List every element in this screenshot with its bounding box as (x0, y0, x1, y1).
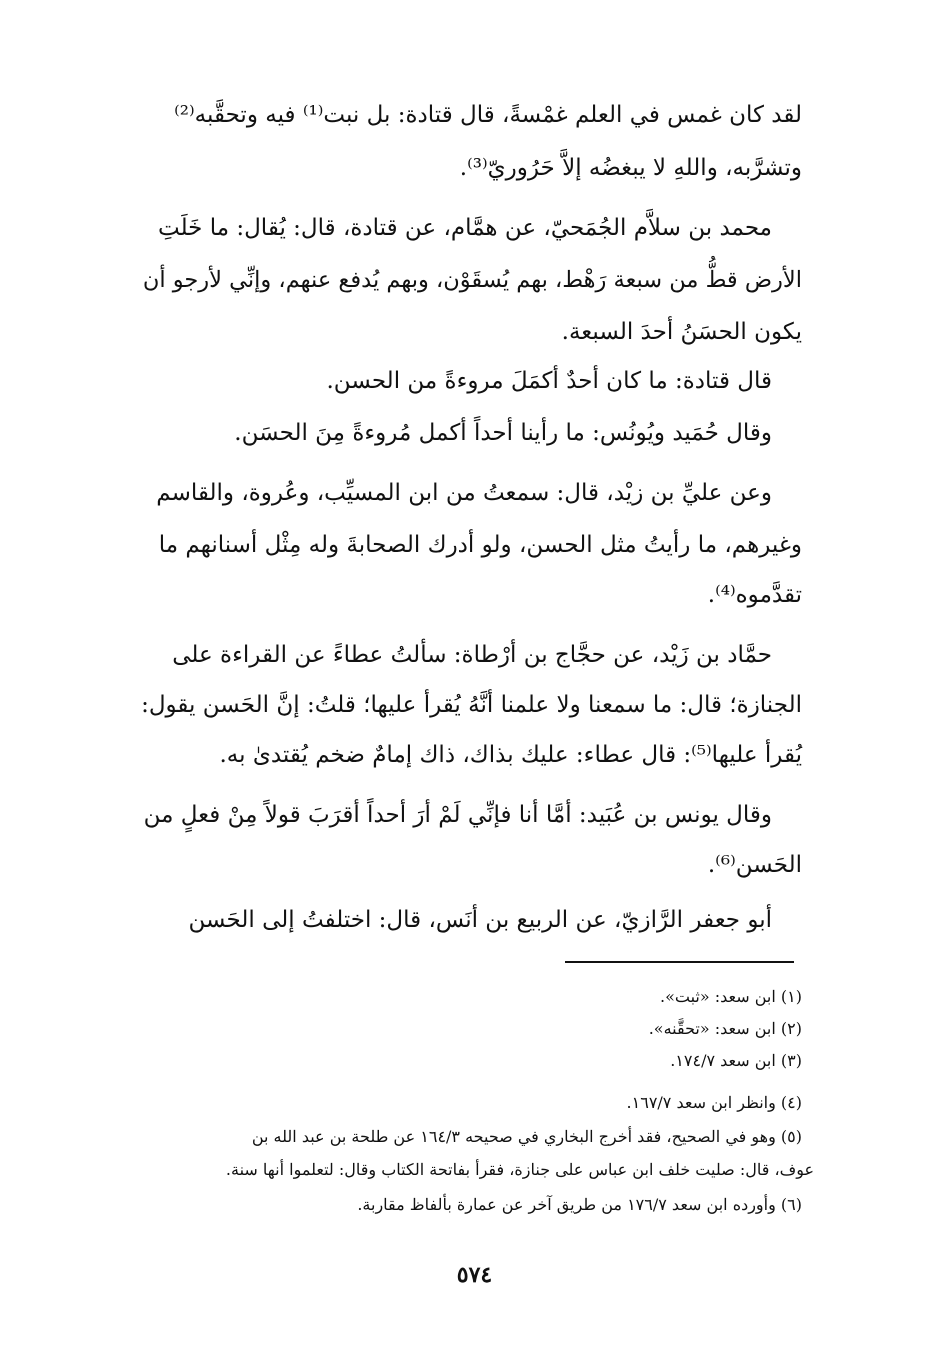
text-line: قال قتادة: ما كان أحدٌ أكمَلَ مروءةً من الحسن. (326, 368, 772, 394)
text-line: حمَّاد بن زَيْد، عن حجَّاج بن أرْطاة: سألتُ عطاءً عن القراءة على (172, 642, 772, 668)
text-line: يكون الحسَنُ أحدَ السبعة. (561, 319, 802, 345)
footnote: (٢) ابن سعد: «تحقَّنه». (648, 1019, 802, 1038)
text-line: وغيرهم، ما رأيتُ مثل الحسن، ولو أدرك الصحابةَ وله مِثْل أسنانهم ما (158, 532, 802, 558)
text-line: لقد كان غمس في العلم غمْسةً، قال قتادة: بل نبت⁽¹⁾ فيه وتحقَّبه⁽²⁾ (174, 102, 802, 128)
footnote: عوف، قال: صليت خلف ابن عباس على جنازة، فقرأ بفاتحة الكتاب وقال: لتعلموا أنها سنة. (225, 1160, 814, 1179)
text-line: الجنازة؛ قال: ما سمعنا ولا علمنا أنَّهُ يُقرأ عليها؛ قلتُ: إنَّ الحَسن يقول: (141, 692, 802, 718)
footnote: (٣) ابن سعد ١٧٤/٧. (670, 1051, 802, 1070)
main-text (132, 0, 802, 960)
footnote-divider (565, 961, 794, 963)
text-line: أبو جعفر الرَّازيّ، عن الربيع بن أنَس، قال: اختلفتُ إلى الحَسن (188, 907, 772, 933)
footnote: (٤) وانظر ابن سعد ١٦٧/٧. (626, 1093, 802, 1112)
text-line: الأرض قطُّ من سبعة رَهْط، بهم يُسقَوْن، وبهم يُدفع عنهم، وإنِّي لأرجو أن (142, 267, 802, 293)
text-line: تقدَّموه⁽⁴⁾. (707, 582, 802, 608)
text-line: محمد بن سلاَّم الجُمَحيّ، عن همَّام، عن قتادة، قال: يُقال: ما خَلَتِ (157, 215, 772, 241)
text-line: يُقرأ عليها⁽⁵⁾: قال عطاء: عليك بذاك، ذاك إمامٌ ضخم يُقتدىٰ به. (219, 742, 802, 768)
page-number: ٥٧٤ (456, 1262, 493, 1288)
text-line: وعن عليِّ بن زيْد، قال: سمعتُ من ابن المسيِّب، وعُروة، والقاسم (156, 480, 772, 506)
text-line: وقال يونس بن عُبَيد: أمَّا أنا فإنِّي لَمْ أرَ أحداً أقرَبَ قولاً مِنْ فعلٍ من (143, 802, 772, 828)
text-line: وتشرَّبه، واللهِ لا يبغضُه إلاَّ حَرُوريّ⁽³⁾. (459, 155, 802, 181)
text-line: الحَسن⁽⁶⁾. (707, 852, 802, 878)
footnote: (١) ابن سعد: «ثبت». (660, 987, 802, 1006)
footnote: (٦) وأورده ابن سعد ١٧٦/٧ من طريق آخر عن عمارة بألفاظ مقاربة. (357, 1195, 802, 1214)
footnote: (٥) وهو في الصحيح، فقد أخرج البخاري في صحيحه ١٦٤/٣ عن طلحة بن عبد الله بن (251, 1127, 802, 1146)
text-line: وقال حُمَيد ويُونُس: ما رأينا أحداً أكمل مُروءةً مِنَ الحسَن. (234, 420, 772, 446)
